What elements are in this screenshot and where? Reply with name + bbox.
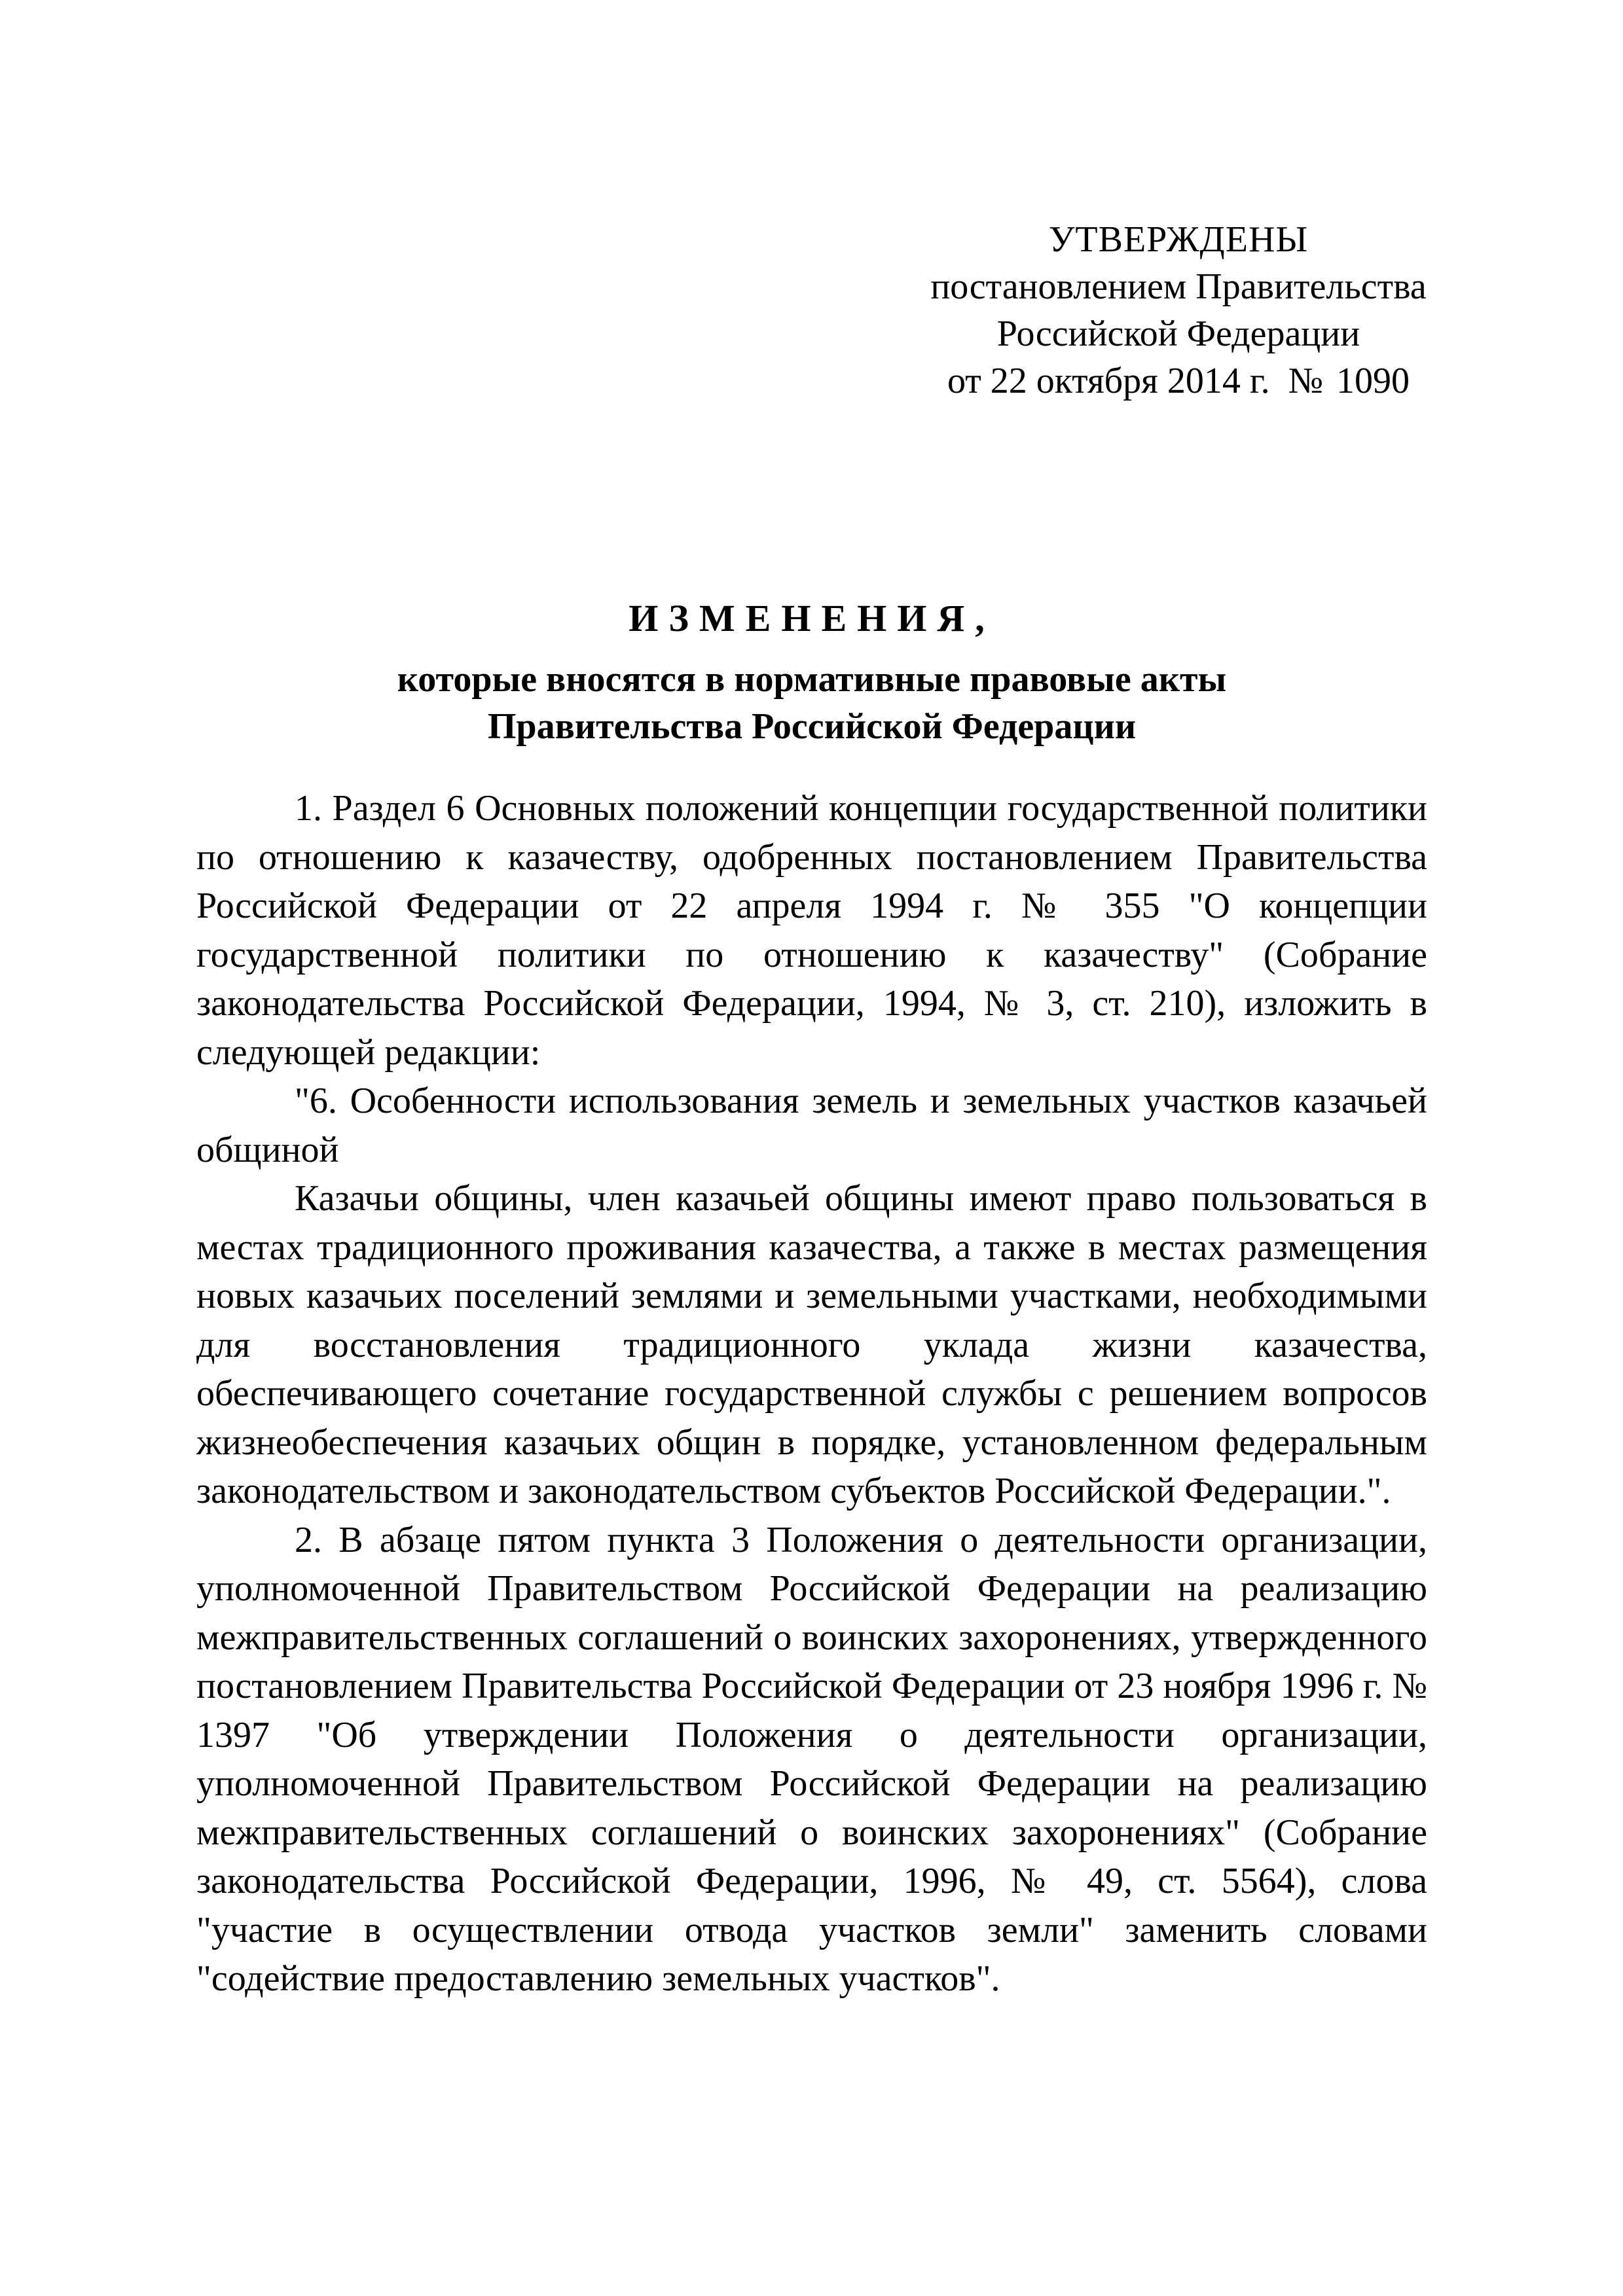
document-subtitle [196, 656, 1427, 750]
paragraph-4: 2. В абзаце пятом пункта 3 Положения о деятельности организации, уполномоченной Правительством Российской Федерации на реализацию межправительственных соглашений о воинских захоронениях, утвержденного постановлением Правительства Российской Федерации от 23 ноября 1996 г. № 1397 "Об утверждении Положения о деятельности организации, уполномоченной Правительством Российской Федерации на реализацию межправительственных соглашений о воинских захоронениях" (Собрание законодательства Российской Федерации, 1996, № 49, ст. 5564), слова "участие в осуществлении отвода участков земли" заменить словами "содействие предоставлению земельных участков". [196, 1519, 1427, 1999]
approval-number: 1090 [1336, 361, 1410, 401]
paragraph-3: Казачьи общины, член казачьей общины имеют право пользоваться в местах традиционного проживания казачества, а также в местах размещения новых казачьих поселений землями и земельными участками, необходимыми для восстановления традиционного уклада жизни казачества, обеспечивающего сочетание государственной службы с решением вопросов жизнеобеспечения казачьих общин в порядке, установленном федеральным законодательством и законодательством субъектов Российской Федерации.". [196, 1178, 1427, 1511]
document-subtitle-line-2: Правительства Российской Федерации [487, 706, 1137, 747]
document-title: ИЗМЕНЕНИЯ, [629, 597, 995, 639]
approval-date: от 22 октября 2014 г. [947, 361, 1270, 401]
approval-number-sign: № [1288, 361, 1324, 401]
document-body [196, 784, 1427, 2003]
approval-date-line [851, 357, 1506, 404]
approval-title: УТВЕРЖДЕНЫ [1048, 219, 1309, 260]
paragraph-1: 1. Раздел 6 Основных положений концепции государственной политики по отношению к казачеству, одобренных постановлением Правительства Российской Федерации от 22 апреля 1994 г. № 355 "О концепции государственной политики по отношению к казачеству" (Собрание законодательства Российской Федерации, 1994, № 3, ст. 210), изложить в следующей редакции: [196, 788, 1427, 1073]
approval-line-federation: Российской Федерации [996, 314, 1360, 354]
paragraph-2: "6. Особенности использования земель и земельных участков казачьей общиной [196, 1081, 1427, 1170]
approval-stamp-block [851, 216, 1506, 404]
document-subtitle-line-1: которые вносятся в нормативные правовые акты [397, 659, 1227, 700]
approval-line-resolution: постановлением Правительства [930, 266, 1427, 307]
